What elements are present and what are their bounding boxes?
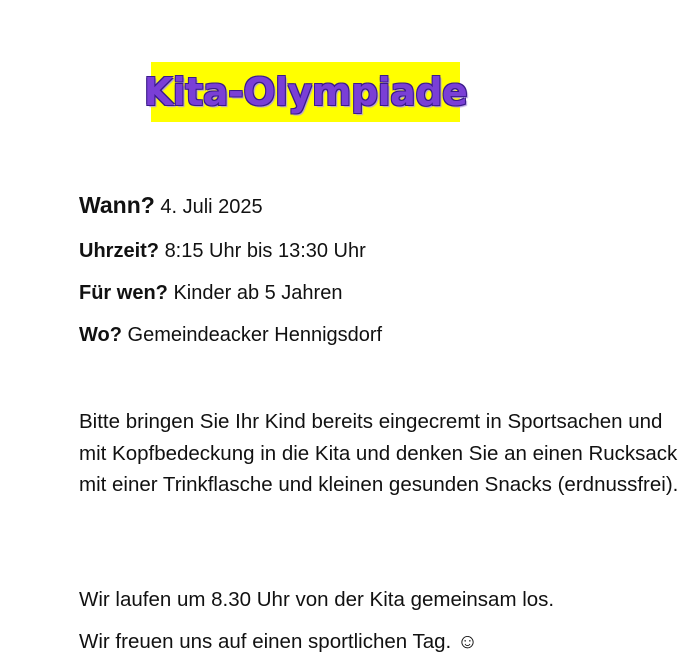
wo-value: Gemeindeacker Hennigsdorf (127, 324, 383, 346)
fuer-wen-label: Für wen? (79, 282, 168, 304)
uhrzeit-label: Uhrzeit? (79, 240, 159, 262)
uhrzeit-line (79, 240, 366, 263)
wo-line (79, 324, 382, 347)
uhrzeit-value: 8:15 Uhr bis 13:30 Uhr (164, 240, 366, 262)
closing-line: Wir freuen uns auf einen sportlichen Tag. ☺ (79, 630, 478, 653)
fuer-wen-line (79, 282, 342, 305)
wann-label: Wann? (79, 192, 155, 218)
wann-line (79, 192, 263, 219)
wann-value: 4. Juli 2025 (160, 196, 263, 218)
title-highlight (143, 62, 468, 122)
document-title: Kita-Olympiade (143, 70, 468, 114)
fuer-wen-value: Kinder ab 5 Jahren (173, 282, 343, 304)
start-note: Wir laufen um 8.30 Uhr von der Kita gemeinsam los. (79, 588, 555, 611)
wo-label: Wo? (79, 324, 122, 346)
instructions-paragraph: Bitte bringen Sie Ihr Kind bereits eingecremt in Sportsachen und mit Kopfbedeckung in die Kita und denken Sie an einen Rucksack mit einer Trinkflasche und kleinen gesunden Snacks (erdnussfrei). (79, 410, 679, 496)
